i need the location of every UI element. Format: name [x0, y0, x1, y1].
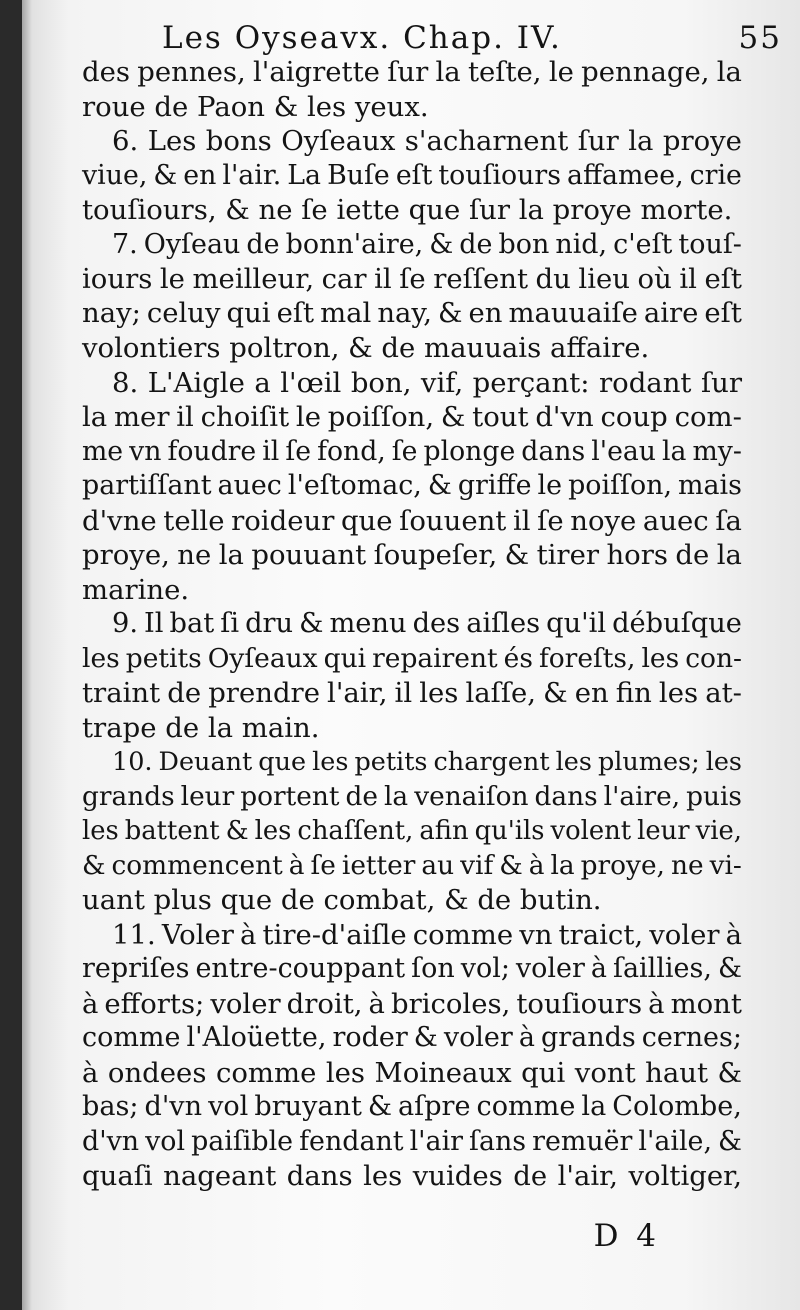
text-line: 6. Les bons Oyſeaux s'acharnent ſur la proye [112, 125, 742, 157]
text-line: grands leur portent de la venaiſon dans l'aire, puis [82, 781, 742, 812]
running-header [162, 20, 782, 60]
text-line: proye, ne la pouuant ſoupeſer, & tirer hors de la [82, 539, 742, 571]
text-line: la mer il choiſit le poiſſon, & tout d'vn coup com- [82, 401, 742, 433]
text-line: 8. L'Aigle a l'œil bon, vif, perçant: rodant ſur [112, 366, 742, 399]
text-line: me vn foudre il ſe fond, ſe plonge dans l'eau la my- [82, 435, 742, 467]
text-line: bas; d'vn vol bruyant & aſpre comme la Colombe, [82, 1091, 742, 1122]
text-line: des pennes, l'aigrette ſur la teſte, le pennage, la [82, 56, 742, 88]
text-line: quaſi nageant dans les vuides de l'air, voltiger, [82, 1160, 742, 1192]
text-line: à efforts; voler droit, à bricoles, touſiours à mont [82, 987, 742, 1020]
text-line: 11. Voler à tire-d'aiſle comme vn traict, voler à [112, 918, 742, 951]
page-edge-shadow [22, 0, 32, 1310]
text-line: 9. Il bat ſi dru & menu des aiſles qu'il débuſque [112, 608, 742, 639]
text-line: les petits Oyſeaux qui repairent és foreſts, les con- [82, 642, 742, 674]
text-line: les battent & les chaſſent, afin qu'ils volent leur vie, [82, 816, 742, 846]
text-line: d'vne telle roideur que ſouuent il ſe noye auec ſa [82, 504, 742, 537]
text-line: trape de la main. [82, 711, 320, 744]
text-line: nay; celuy qui eſt mal nay, & en mauuaiſe aire eſt [82, 297, 742, 329]
text-line: volontiers poltron, & de mauuais affaire. [82, 332, 650, 364]
text-line: 7. Oyſeau de bonn'aire, & de bon nid, c'eſt touſ- [112, 228, 742, 260]
page-number: 55 [738, 20, 782, 56]
text-line: iours le meilleur, car il ſe reſſent du lieu où il eſt [82, 263, 742, 295]
text-line: repriſes entre-couppant ſon vol; voler à ſaillies, & [82, 953, 742, 984]
text-line: partiſſant auec l'eſtomac, & griffe le poiſſon, mais [82, 470, 742, 501]
text-line: roue de Paon & les yeux. [82, 90, 429, 123]
text-line: touſiours, & ne ſe iette que ſur la proye morte. [82, 194, 733, 226]
text-line: & commencent à ſe ietter au vif & à la proye, ne vi- [82, 850, 742, 881]
text-line: à ondees comme les Moineaux qui vont haut & [82, 1056, 742, 1089]
page-body-text [82, 55, 742, 1194]
text-line: d'vn vol paiſible fendant l'air ſans remuër l'aile, & [82, 1125, 742, 1157]
text-line: uant plus que de combat, & de butin. [82, 884, 602, 916]
text-line: comme l'Aloüette, roder & voler à grands cernes; [82, 1022, 742, 1053]
signature-mark: D 4 [593, 1218, 660, 1254]
text-line: traint de prendre l'air, il les laſſe, & en fin les at- [82, 677, 742, 709]
text-line: viue, & en l'air. La Buſe eſt touſiours affamee, crie [82, 159, 742, 191]
text-line: 10. Deuant que les petits chargent les plumes; les [112, 747, 742, 777]
book-page [22, 0, 800, 1310]
running-title: Les Oyseavx. Chap. IV. [162, 20, 562, 56]
text-line: marine. [82, 573, 190, 606]
